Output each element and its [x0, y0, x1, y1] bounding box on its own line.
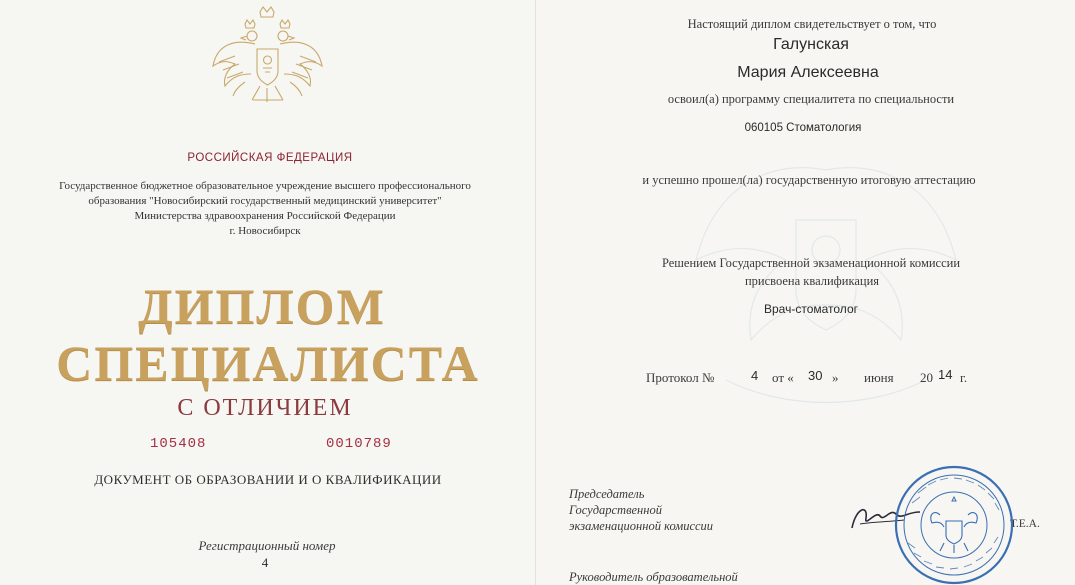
diploma-number: 0010789: [326, 436, 392, 452]
coat-of-arms-icon: [205, 4, 330, 114]
protocol-day-close: »: [832, 370, 839, 385]
protocol-from: от «: [772, 370, 794, 385]
protocol-month: июня: [864, 370, 894, 385]
institution-line-3: Министерства здравоохранения Российской Федерации: [134, 210, 396, 222]
chairman-label-line-1: Председатель: [569, 487, 645, 501]
program-statement: освоил(а) программу специалитета по специальности: [667, 92, 955, 106]
official-stamp: [892, 463, 1016, 585]
institution-line-2: образования "Новосибирский государственный медицинский университет": [88, 195, 442, 207]
head-label-line-1: Руководитель образовательной: [569, 570, 738, 584]
graduate-given-names: Мария Алексеевна: [737, 64, 879, 81]
protocol-day: 30: [808, 368, 823, 383]
qualification: Врач-стоматолог: [764, 302, 858, 316]
protocol-year-prefix: 20: [920, 370, 933, 385]
institution-line-1: Государственное бюджетное образовательное учреждение высшего профессионального: [59, 180, 471, 192]
institution-city: г. Новосибирск: [229, 225, 301, 237]
protocol-label: Протокол №: [646, 370, 715, 385]
registration-label: Регистрационный номер: [198, 538, 336, 553]
specialty: 060105 Стоматология: [744, 122, 862, 134]
document-type: ДОКУМЕНТ ОБ ОБРАЗОВАНИИ И О КВАЛИФИКАЦИИ: [94, 472, 442, 487]
country-heading: РОССИЙСКАЯ ФЕДЕРАЦИЯ: [187, 152, 353, 164]
graduate-surname: Галунская: [773, 36, 849, 53]
intro-statement: Настоящий диплом свидетельствует о том, что: [687, 17, 937, 31]
honors-subtitle: С ОТЛИЧИЕМ: [177, 395, 353, 421]
attestation-statement: и успешно прошел(ла) государственную итоговую аттестацию: [642, 173, 976, 187]
diploma-right-page: [536, 0, 1075, 585]
chairman-label-line-2: Государственной: [569, 503, 662, 517]
diploma-title-line-2: СПЕЦИАЛИСТА: [56, 335, 480, 391]
registration-number: 4: [261, 555, 269, 570]
commission-decision-line-1: Решением Государственной экзаменационной комиссии: [661, 256, 961, 270]
protocol-year-suffix: 14: [938, 367, 953, 382]
diploma-series: 105408: [150, 436, 207, 452]
diploma-title-line-1: ДИПЛОМ: [138, 278, 386, 334]
chairman-name: Т.Е.А.: [1010, 518, 1040, 530]
protocol-year-end: г.: [960, 370, 968, 385]
diploma-left-page: [0, 0, 536, 585]
chairman-label-line-3: экзаменационной комиссии: [569, 519, 714, 533]
commission-decision-line-2: присвоена квалификация: [744, 274, 880, 288]
protocol-number: 4: [751, 368, 759, 383]
